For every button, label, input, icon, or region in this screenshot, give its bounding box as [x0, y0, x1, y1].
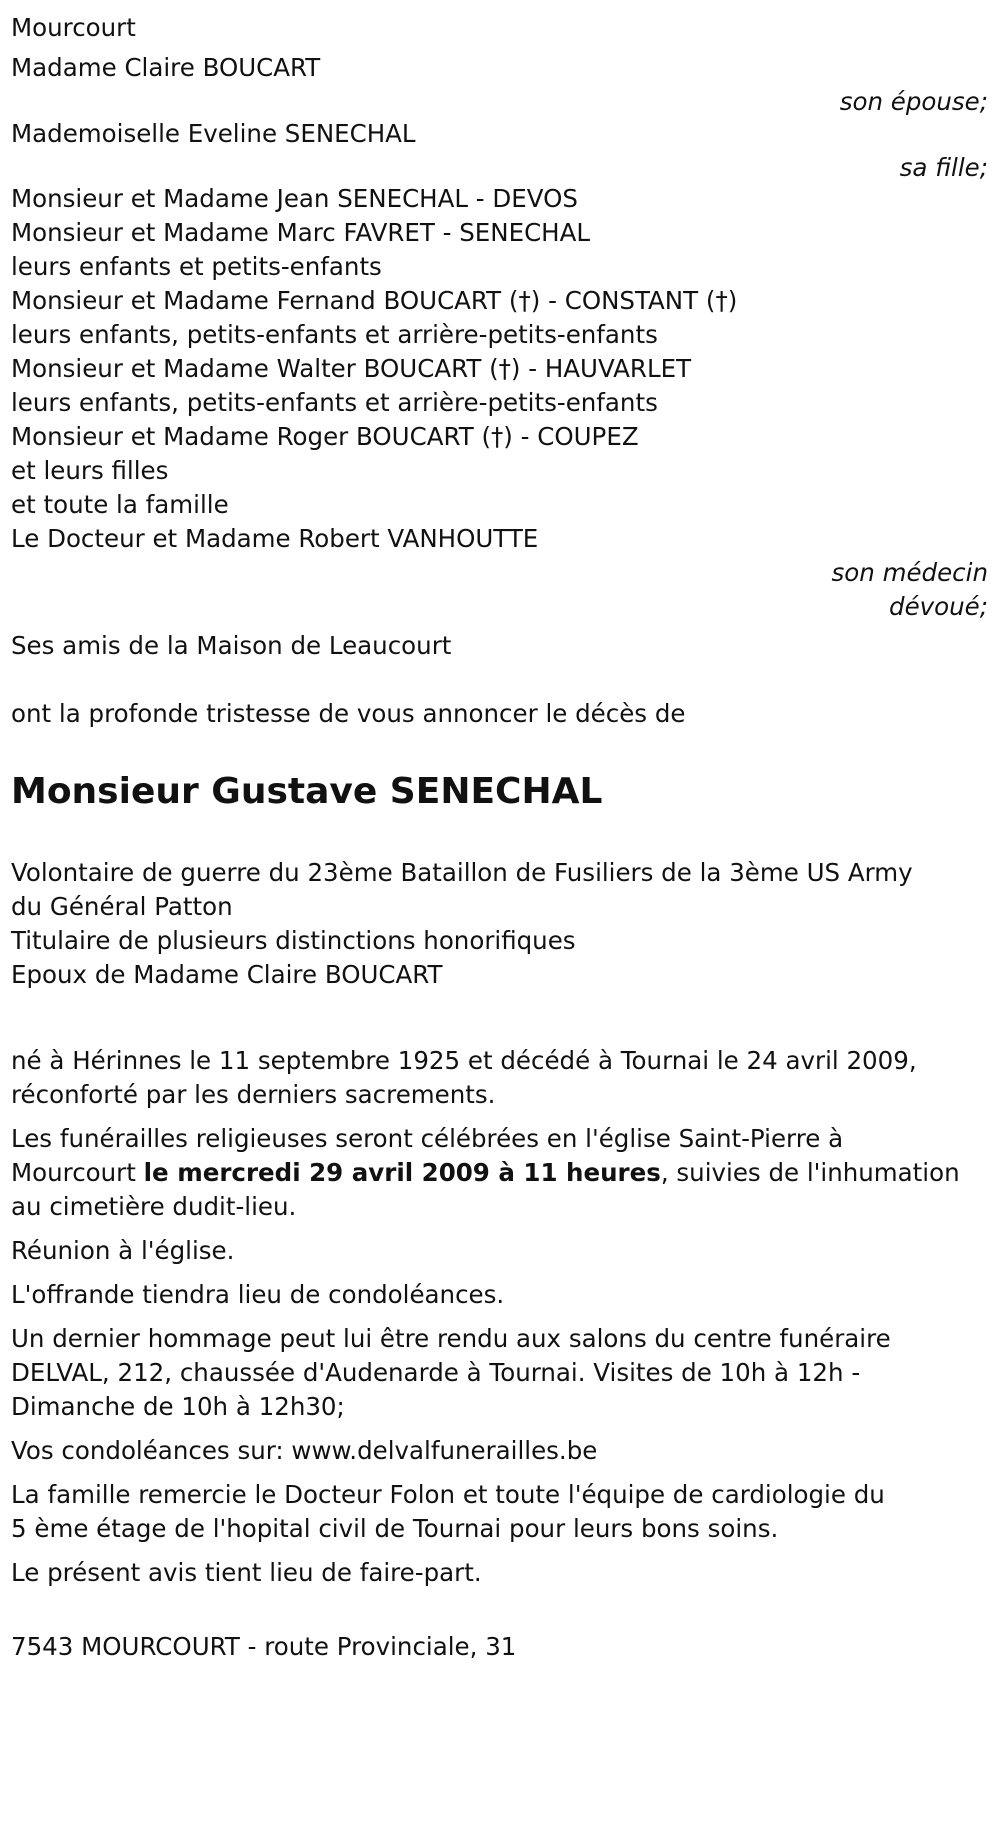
funeral-burial: , suivies de l'inhumation	[660, 1158, 960, 1187]
condolences-paragraph	[11, 1434, 988, 1468]
thanks-line: 5 ème étage de l'hopital civil de Tournai pour leurs bons soins.	[11, 1514, 779, 1543]
thanks-line: La famille remercie le Docteur Folon et toute l'équipe de cardiologie du	[11, 1480, 885, 1509]
birth-death-line: né à Hérinnes le 11 septembre 1925 et décédé à Tournai le 24 avril 2009,	[11, 1046, 917, 1075]
deceased-name: Monsieur Gustave SENECHAL	[11, 771, 603, 812]
offering-text: L'offrande tiendra lieu de condoléances.	[11, 1280, 505, 1309]
funeral-date-time: le mercredi 29 avril 2009 à 11 heures	[143, 1158, 661, 1187]
wife-role: son épouse;	[839, 87, 988, 116]
friends-line: Ses amis de la Maison de Leaucourt	[11, 631, 452, 660]
relative-line: et toute la famille	[11, 490, 229, 519]
relative-line: Le Docteur et Madame Robert VANHOUTTE	[11, 524, 539, 553]
funeral-place: Mourcourt	[11, 1158, 144, 1187]
relative-line: Monsieur et Madame Fernand BOUCART (†) - CONSTANT (†)	[11, 286, 738, 315]
title-line: Epoux de Madame Claire BOUCART	[11, 960, 443, 989]
funeral-paragraph	[11, 1122, 988, 1224]
deceased-titles	[11, 856, 988, 992]
relative-line: leurs enfants, petits-enfants et arrière-petits-enfants	[11, 388, 658, 417]
relative-line: leurs enfants et petits-enfants	[11, 252, 382, 281]
doctor-role-line2: dévoué;	[889, 592, 988, 621]
relative-line: Monsieur et Madame Walter BOUCART (†) - HAUVARLET	[11, 354, 692, 383]
wife-name: Madame Claire BOUCART	[11, 53, 321, 82]
doctor-role-line1: son médecin	[831, 558, 988, 587]
condolences-text: Vos condoléances sur: www.delvalfunerailles.be	[11, 1436, 598, 1465]
homage-paragraph	[11, 1322, 988, 1424]
title-line: du Général Patton	[11, 892, 233, 921]
announcement: ont la profonde tristesse de vous annoncer le décès de	[11, 699, 686, 728]
relatives-list	[11, 182, 988, 556]
offering-paragraph	[11, 1278, 988, 1312]
daughter-role: sa fille;	[899, 153, 988, 182]
birth-death-line: réconforté par les derniers sacrements.	[11, 1080, 496, 1109]
notice-text: Le présent avis tient lieu de faire-part.	[11, 1558, 482, 1587]
birth-death-paragraph	[11, 1044, 988, 1112]
funeral-line: Les funérailles religieuses seront célébrées en l'église Saint-Pierre à	[11, 1124, 844, 1153]
homage-line: Dimanche de 10h à 12h30;	[11, 1392, 345, 1421]
notice-paragraph	[11, 1556, 988, 1590]
title-line: Volontaire de guerre du 23ème Bataillon de Fusiliers de la 3ème US Army	[11, 858, 913, 887]
daughter-name: Mademoiselle Eveline SENECHAL	[11, 119, 416, 148]
funeral-line: au cimetière dudit-lieu.	[11, 1192, 297, 1221]
thanks-paragraph	[11, 1478, 988, 1546]
meeting-paragraph	[11, 1234, 988, 1268]
relative-line: leurs enfants, petits-enfants et arrière-petits-enfants	[11, 320, 658, 349]
funeral-line	[11, 1156, 988, 1190]
homage-line: Un dernier hommage peut lui être rendu aux salons du centre funéraire	[11, 1324, 891, 1353]
relative-line: Monsieur et Madame Jean SENECHAL - DEVOS	[11, 184, 578, 213]
meeting-text: Réunion à l'église.	[11, 1236, 235, 1265]
title-line: Titulaire de plusieurs distinctions honorifiques	[11, 926, 576, 955]
town: Mourcourt	[11, 13, 136, 42]
relative-line: et leurs filles	[11, 456, 169, 485]
address: 7543 MOURCOURT - route Provinciale, 31	[11, 1632, 517, 1661]
relative-line: Monsieur et Madame Marc FAVRET - SENECHAL	[11, 218, 591, 247]
relative-line: Monsieur et Madame Roger BOUCART (†) - COUPEZ	[11, 422, 639, 451]
homage-line: DELVAL, 212, chaussée d'Audenarde à Tournai. Visites de 10h à 12h -	[11, 1358, 861, 1387]
